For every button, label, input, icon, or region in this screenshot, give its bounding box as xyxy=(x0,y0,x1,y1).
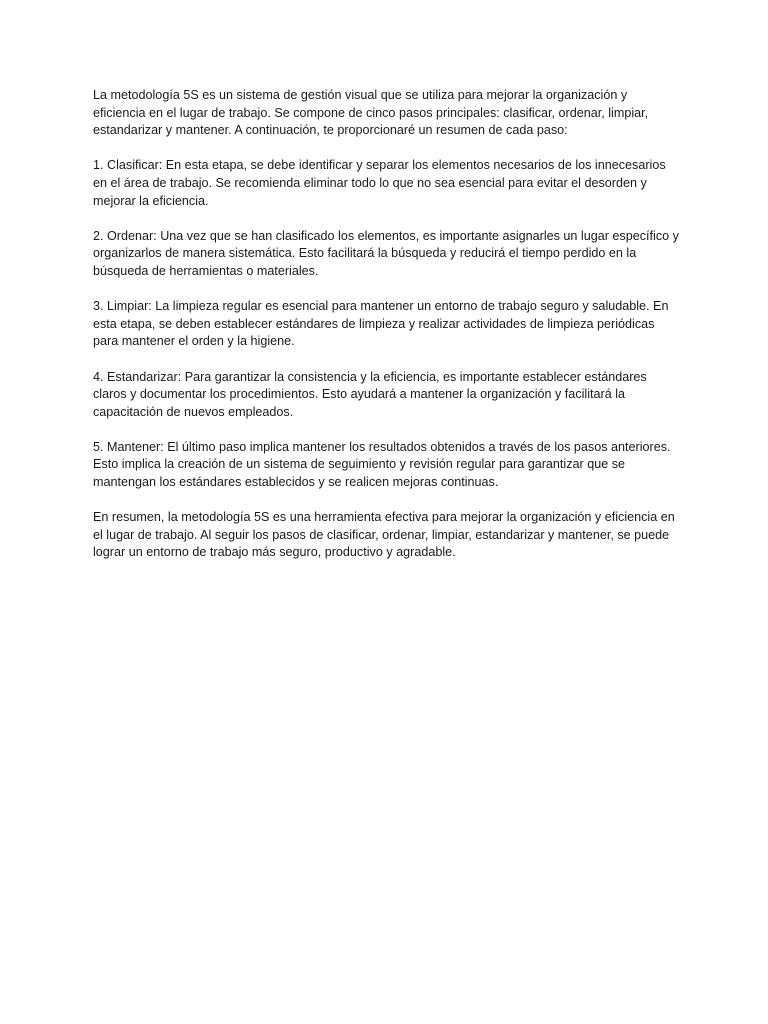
step-2-order-paragraph: 2. Ordenar: Una vez que se han clasificado los elementos, es importante asignarles un lugar específico y organizarlos de manera sistemática. Esto facilitará la búsqueda y reducirá el tiempo perdido en la búsqueda de herramientas o materiales. xyxy=(93,228,679,278)
step-1-classify-paragraph: 1. Clasificar: En esta etapa, se debe identificar y separar los elementos necesarios de los innecesarios en el área de trabajo. Se recomienda eliminar todo lo que no sea esencial para evitar el desorden y mejorar la eficiencia. xyxy=(93,158,666,208)
summary-paragraph: En resumen, la metodología 5S es una herramienta efectiva para mejorar la organización y eficiencia en el lugar de trabajo. Al seguir los pasos de clasificar, ordenar, limpiar, estandarizar y mantener, se puede lograr un entorno de trabajo más seguro, productivo y agradable. xyxy=(93,510,675,560)
step-3-clean-paragraph: 3. Limpiar: La limpieza regular es esencial para mantener un entorno de trabajo seguro y saludable. En esta etapa, se deben establecer estándares de limpieza y realizar actividades de limpieza periódicas para mantener el orden y la higiene. xyxy=(93,299,669,349)
step-5-maintain-paragraph: 5. Mantener: El último paso implica mantener los resultados obtenidos a través de los pasos anteriores. Esto implica la creación de un sistema de seguimiento y revisión regular para garantizar que se mantengan los estándares establecidos y se realicen mejoras continuas. xyxy=(93,439,671,490)
document-body xyxy=(93,87,683,580)
step-4-standardize-paragraph: 4. Estandarizar: Para garantizar la consistencia y la eficiencia, es importante establecer estándares claros y documentar los procedimientos. Esto ayudará a mantener la organización y facilitará la capacitación de nuevos empleados. xyxy=(93,369,647,419)
intro-paragraph: La metodología 5S es un sistema de gestión visual que se utiliza para mejorar la organización y eficiencia en el lugar de trabajo. Se compone de cinco pasos principales: clasificar, ordenar, limpiar, estandarizar y mantener. A continuación, te proporcionaré un resumen de cada paso: xyxy=(93,88,649,138)
